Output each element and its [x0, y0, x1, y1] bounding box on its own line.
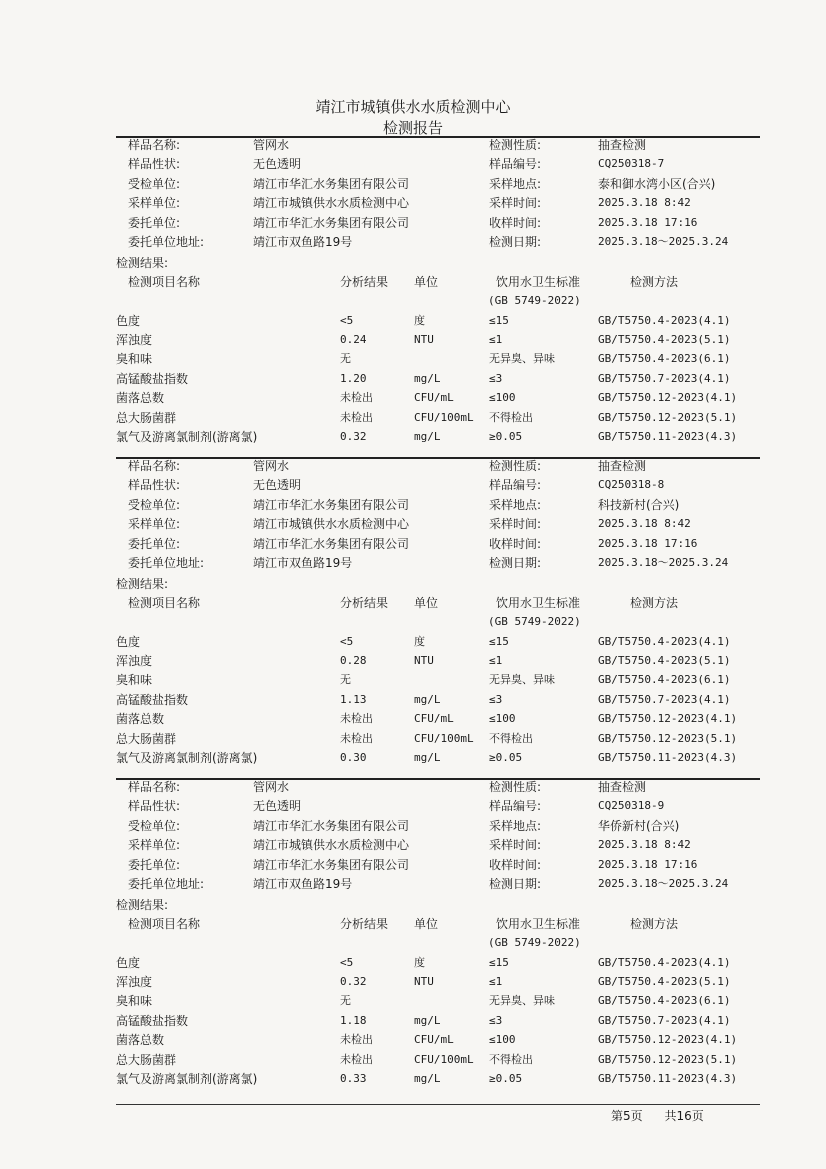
- info-label-client-addr: 委托单位地址:: [128, 556, 205, 570]
- row-method: GB/T5750.11-2023(4.3): [598, 751, 738, 764]
- info-value-client-addr: 靖江市双鱼路19号: [253, 235, 353, 249]
- row-unit: 度: [414, 635, 425, 648]
- info-value-sample-no: CQ250318-8: [598, 478, 665, 491]
- row-standard: 不得检出: [489, 1053, 533, 1066]
- info-label-test-date: 检测日期:: [489, 877, 542, 891]
- row-item-name: 菌落总数: [116, 712, 165, 726]
- row-standard: 不得检出: [489, 411, 533, 424]
- info-value-receive-time: 2025.3.18 17:16: [598, 858, 698, 871]
- col-header-method: 检测方法: [630, 275, 679, 289]
- col-header-item: 检测项目名称: [128, 596, 201, 610]
- info-label-sampling-unit: 采样单位:: [128, 838, 181, 852]
- info-label-sampling-site: 采样地点:: [489, 498, 542, 512]
- row-unit: mg/L: [414, 751, 441, 764]
- info-value-sampling-time: 2025.3.18 8:42: [598, 517, 691, 530]
- row-method: GB/T5750.12-2023(4.1): [598, 1033, 738, 1046]
- info-label-inspected-unit: 受检单位:: [128, 498, 181, 512]
- info-label-sample-char: 样品性状:: [128, 478, 181, 492]
- info-value-client-unit: 靖江市华汇水务集团有限公司: [253, 216, 410, 230]
- row-item-name: 菌落总数: [116, 391, 165, 405]
- page-number: 第5页: [611, 1109, 643, 1123]
- row-unit: NTU: [414, 333, 434, 346]
- row-result: <5: [340, 956, 354, 969]
- row-method: GB/T5750.4-2023(4.1): [598, 314, 731, 327]
- info-value-inspected-unit: 靖江市华汇水务集团有限公司: [253, 819, 410, 833]
- row-unit: NTU: [414, 654, 434, 667]
- row-standard: ≤100: [489, 1033, 516, 1046]
- row-standard: ≤1: [489, 654, 503, 667]
- info-label-test-nature: 检测性质:: [489, 138, 542, 152]
- info-label-client-unit: 委托单位:: [128, 858, 181, 872]
- info-label-sampling-site: 采样地点:: [489, 177, 542, 191]
- info-value-client-unit: 靖江市华汇水务集团有限公司: [253, 537, 410, 551]
- info-value-sample-char: 无色透明: [253, 799, 302, 813]
- info-label-sample-no: 样品编号:: [489, 478, 542, 492]
- row-unit: 度: [414, 956, 425, 969]
- col-header-result: 分析结果: [340, 275, 389, 289]
- col-header-method: 检测方法: [630, 596, 679, 610]
- row-method: GB/T5750.11-2023(4.3): [598, 1072, 738, 1085]
- row-standard: ≤15: [489, 314, 509, 327]
- page-footer: [611, 1107, 722, 1124]
- row-unit: mg/L: [414, 693, 441, 706]
- info-value-client-addr: 靖江市双鱼路19号: [253, 877, 353, 891]
- row-result: 1.18: [340, 1014, 367, 1027]
- row-item-name: 臭和味: [116, 352, 153, 366]
- results-heading: 检测结果:: [116, 256, 169, 270]
- info-value-test-date: 2025.3.18～2025.3.24: [598, 556, 729, 569]
- info-value-test-nature: 抽查检测: [598, 780, 647, 794]
- info-label-sampling-time: 采样时间:: [489, 196, 542, 210]
- row-unit: CFU/100mL: [414, 732, 474, 745]
- info-label-sample-name: 样品名称:: [128, 780, 181, 794]
- row-result: 0.32: [340, 975, 367, 988]
- row-item-name: 总大肠菌群: [116, 732, 177, 746]
- row-standard: ≤100: [489, 391, 516, 404]
- row-item-name: 高锰酸盐指数: [116, 372, 189, 386]
- info-label-test-date: 检测日期:: [489, 235, 542, 249]
- info-value-inspected-unit: 靖江市华汇水务集团有限公司: [253, 177, 410, 191]
- info-value-test-nature: 抽查检测: [598, 459, 647, 473]
- info-value-sampling-unit: 靖江市城镇供水水质检测中心: [253, 517, 410, 531]
- info-value-client-unit: 靖江市华汇水务集团有限公司: [253, 858, 410, 872]
- row-unit: mg/L: [414, 430, 441, 443]
- row-standard: ≥0.05: [489, 430, 523, 443]
- row-standard: ≤15: [489, 635, 509, 648]
- row-result: 未检出: [340, 1033, 373, 1046]
- row-result: 未检出: [340, 411, 373, 424]
- row-standard: ≤3: [489, 693, 503, 706]
- row-unit: CFU/100mL: [414, 1053, 474, 1066]
- col-header-unit: 单位: [414, 917, 439, 931]
- section-rule: [116, 778, 760, 780]
- info-label-sample-char: 样品性状:: [128, 799, 181, 813]
- row-item-name: 氯气及游离氯制剂(游离氯): [116, 430, 258, 444]
- row-unit: CFU/mL: [414, 712, 454, 725]
- row-result: 未检出: [340, 391, 373, 404]
- row-method: GB/T5750.4-2023(5.1): [598, 333, 731, 346]
- row-unit: CFU/mL: [414, 1033, 454, 1046]
- row-method: GB/T5750.4-2023(6.1): [598, 673, 731, 686]
- info-label-receive-time: 收样时间:: [489, 537, 542, 551]
- info-label-test-nature: 检测性质:: [489, 459, 542, 473]
- row-item-name: 色度: [116, 635, 141, 649]
- info-value-test-nature: 抽查检测: [598, 138, 647, 152]
- row-result: <5: [340, 314, 354, 327]
- info-label-sample-name: 样品名称:: [128, 459, 181, 473]
- row-item-name: 浑浊度: [116, 975, 153, 989]
- row-result: 1.13: [340, 693, 367, 706]
- col-header-unit: 单位: [414, 596, 439, 610]
- col-header-item: 检测项目名称: [128, 917, 201, 931]
- info-value-sampling-unit: 靖江市城镇供水水质检测中心: [253, 196, 410, 210]
- info-value-sampling-site: 华侨新村(合兴): [598, 819, 680, 833]
- results-heading: 检测结果:: [116, 577, 169, 591]
- info-label-sample-no: 样品编号:: [489, 157, 542, 171]
- row-standard: ≤15: [489, 956, 509, 969]
- col-header-standard-code: (GB 5749-2022): [488, 294, 581, 307]
- row-method: GB/T5750.4-2023(5.1): [598, 654, 731, 667]
- info-value-receive-time: 2025.3.18 17:16: [598, 537, 698, 550]
- row-result: 0.33: [340, 1072, 367, 1085]
- info-label-test-nature: 检测性质:: [489, 780, 542, 794]
- row-result: 0.32: [340, 430, 367, 443]
- row-item-name: 臭和味: [116, 673, 153, 687]
- info-label-client-addr: 委托单位地址:: [128, 235, 205, 249]
- row-result: 1.20: [340, 372, 367, 385]
- row-unit: NTU: [414, 975, 434, 988]
- info-label-receive-time: 收样时间:: [489, 858, 542, 872]
- info-value-sampling-unit: 靖江市城镇供水水质检测中心: [253, 838, 410, 852]
- row-unit: 度: [414, 314, 425, 327]
- info-label-sampling-unit: 采样单位:: [128, 517, 181, 531]
- info-value-sample-no: CQ250318-7: [598, 157, 665, 170]
- info-value-sample-name: 管网水: [253, 138, 290, 152]
- info-label-client-unit: 委托单位:: [128, 216, 181, 230]
- info-value-sample-name: 管网水: [253, 459, 290, 473]
- info-value-test-date: 2025.3.18～2025.3.24: [598, 235, 729, 248]
- row-standard: ≥0.05: [489, 751, 523, 764]
- info-label-sample-name: 样品名称:: [128, 138, 181, 152]
- row-standard: ≤1: [489, 333, 503, 346]
- results-heading: 检测结果:: [116, 898, 169, 912]
- info-label-client-addr: 委托单位地址:: [128, 877, 205, 891]
- row-item-name: 氯气及游离氯制剂(游离氯): [116, 751, 258, 765]
- row-method: GB/T5750.4-2023(4.1): [598, 956, 731, 969]
- row-result: <5: [340, 635, 354, 648]
- col-header-standard: 饮用水卫生标准: [496, 275, 581, 289]
- row-item-name: 高锰酸盐指数: [116, 1014, 189, 1028]
- row-standard: ≤3: [489, 372, 503, 385]
- info-label-sample-no: 样品编号:: [489, 799, 542, 813]
- row-item-name: 浑浊度: [116, 654, 153, 668]
- row-method: GB/T5750.12-2023(4.1): [598, 391, 738, 404]
- org-title: 靖江市城镇供水水质检测中心: [315, 98, 511, 116]
- col-header-result: 分析结果: [340, 596, 389, 610]
- row-method: GB/T5750.4-2023(5.1): [598, 975, 731, 988]
- info-value-sample-char: 无色透明: [253, 478, 302, 492]
- report-title: 检测报告: [382, 119, 443, 137]
- row-result: 未检出: [340, 1053, 373, 1066]
- row-result: 未检出: [340, 732, 373, 745]
- col-header-unit: 单位: [414, 275, 439, 289]
- row-method: GB/T5750.7-2023(4.1): [598, 1014, 731, 1027]
- row-item-name: 总大肠菌群: [116, 411, 177, 425]
- row-result: 无: [340, 673, 351, 686]
- info-value-sampling-site: 科技新村(合兴): [598, 498, 680, 512]
- row-result: 0.30: [340, 751, 367, 764]
- info-value-client-addr: 靖江市双鱼路19号: [253, 556, 353, 570]
- row-method: GB/T5750.11-2023(4.3): [598, 430, 738, 443]
- row-item-name: 总大肠菌群: [116, 1053, 177, 1067]
- row-standard: 无异臭、异味: [489, 994, 555, 1007]
- row-item-name: 浑浊度: [116, 333, 153, 347]
- row-standard: 无异臭、异味: [489, 673, 555, 686]
- row-method: GB/T5750.12-2023(5.1): [598, 1053, 738, 1066]
- row-result: 未检出: [340, 712, 373, 725]
- row-method: GB/T5750.4-2023(4.1): [598, 635, 731, 648]
- row-item-name: 菌落总数: [116, 1033, 165, 1047]
- row-method: GB/T5750.12-2023(5.1): [598, 411, 738, 424]
- info-value-sampling-time: 2025.3.18 8:42: [598, 196, 691, 209]
- row-method: GB/T5750.4-2023(6.1): [598, 352, 731, 365]
- col-header-method: 检测方法: [630, 917, 679, 931]
- info-value-sample-no: CQ250318-9: [598, 799, 665, 812]
- row-standard: ≤3: [489, 1014, 503, 1027]
- info-label-sampling-time: 采样时间:: [489, 517, 542, 531]
- row-standard: ≤100: [489, 712, 516, 725]
- info-label-sampling-unit: 采样单位:: [128, 196, 181, 210]
- row-item-name: 色度: [116, 956, 141, 970]
- info-value-sampling-time: 2025.3.18 8:42: [598, 838, 691, 851]
- row-item-name: 高锰酸盐指数: [116, 693, 189, 707]
- row-standard: ≥0.05: [489, 1072, 523, 1085]
- row-result: 0.24: [340, 333, 367, 346]
- row-unit: CFU/100mL: [414, 411, 474, 424]
- col-header-standard: 饮用水卫生标准: [496, 596, 581, 610]
- page-total: 共16页: [664, 1109, 704, 1123]
- info-label-inspected-unit: 受检单位:: [128, 819, 181, 833]
- info-label-receive-time: 收样时间:: [489, 216, 542, 230]
- row-unit: CFU/mL: [414, 391, 454, 404]
- col-header-standard-code: (GB 5749-2022): [488, 615, 581, 628]
- row-unit: mg/L: [414, 1014, 441, 1027]
- info-value-inspected-unit: 靖江市华汇水务集团有限公司: [253, 498, 410, 512]
- col-header-standard-code: (GB 5749-2022): [488, 936, 581, 949]
- row-item-name: 臭和味: [116, 994, 153, 1008]
- row-method: GB/T5750.4-2023(6.1): [598, 994, 731, 1007]
- row-standard: 不得检出: [489, 732, 533, 745]
- row-item-name: 色度: [116, 314, 141, 328]
- bottom-rule: [116, 1104, 760, 1105]
- info-value-test-date: 2025.3.18～2025.3.24: [598, 877, 729, 890]
- info-label-client-unit: 委托单位:: [128, 537, 181, 551]
- row-method: GB/T5750.7-2023(4.1): [598, 372, 731, 385]
- info-label-test-date: 检测日期:: [489, 556, 542, 570]
- col-header-standard: 饮用水卫生标准: [496, 917, 581, 931]
- row-item-name: 氯气及游离氯制剂(游离氯): [116, 1072, 258, 1086]
- col-header-item: 检测项目名称: [128, 275, 201, 289]
- row-unit: mg/L: [414, 1072, 441, 1085]
- info-label-inspected-unit: 受检单位:: [128, 177, 181, 191]
- col-header-result: 分析结果: [340, 917, 389, 931]
- info-label-sample-char: 样品性状:: [128, 157, 181, 171]
- row-standard: ≤1: [489, 975, 503, 988]
- info-label-sampling-site: 采样地点:: [489, 819, 542, 833]
- row-unit: mg/L: [414, 372, 441, 385]
- info-value-receive-time: 2025.3.18 17:16: [598, 216, 698, 229]
- row-method: GB/T5750.12-2023(5.1): [598, 732, 738, 745]
- info-value-sample-char: 无色透明: [253, 157, 302, 171]
- info-value-sample-name: 管网水: [253, 780, 290, 794]
- row-method: GB/T5750.7-2023(4.1): [598, 693, 731, 706]
- info-label-sampling-time: 采样时间:: [489, 838, 542, 852]
- section-rule: [116, 457, 760, 459]
- row-result: 0.28: [340, 654, 367, 667]
- info-value-sampling-site: 泰和御水湾小区(合兴): [598, 177, 716, 191]
- row-method: GB/T5750.12-2023(4.1): [598, 712, 738, 725]
- row-result: 无: [340, 994, 351, 1007]
- row-result: 无: [340, 352, 351, 365]
- row-standard: 无异臭、异味: [489, 352, 555, 365]
